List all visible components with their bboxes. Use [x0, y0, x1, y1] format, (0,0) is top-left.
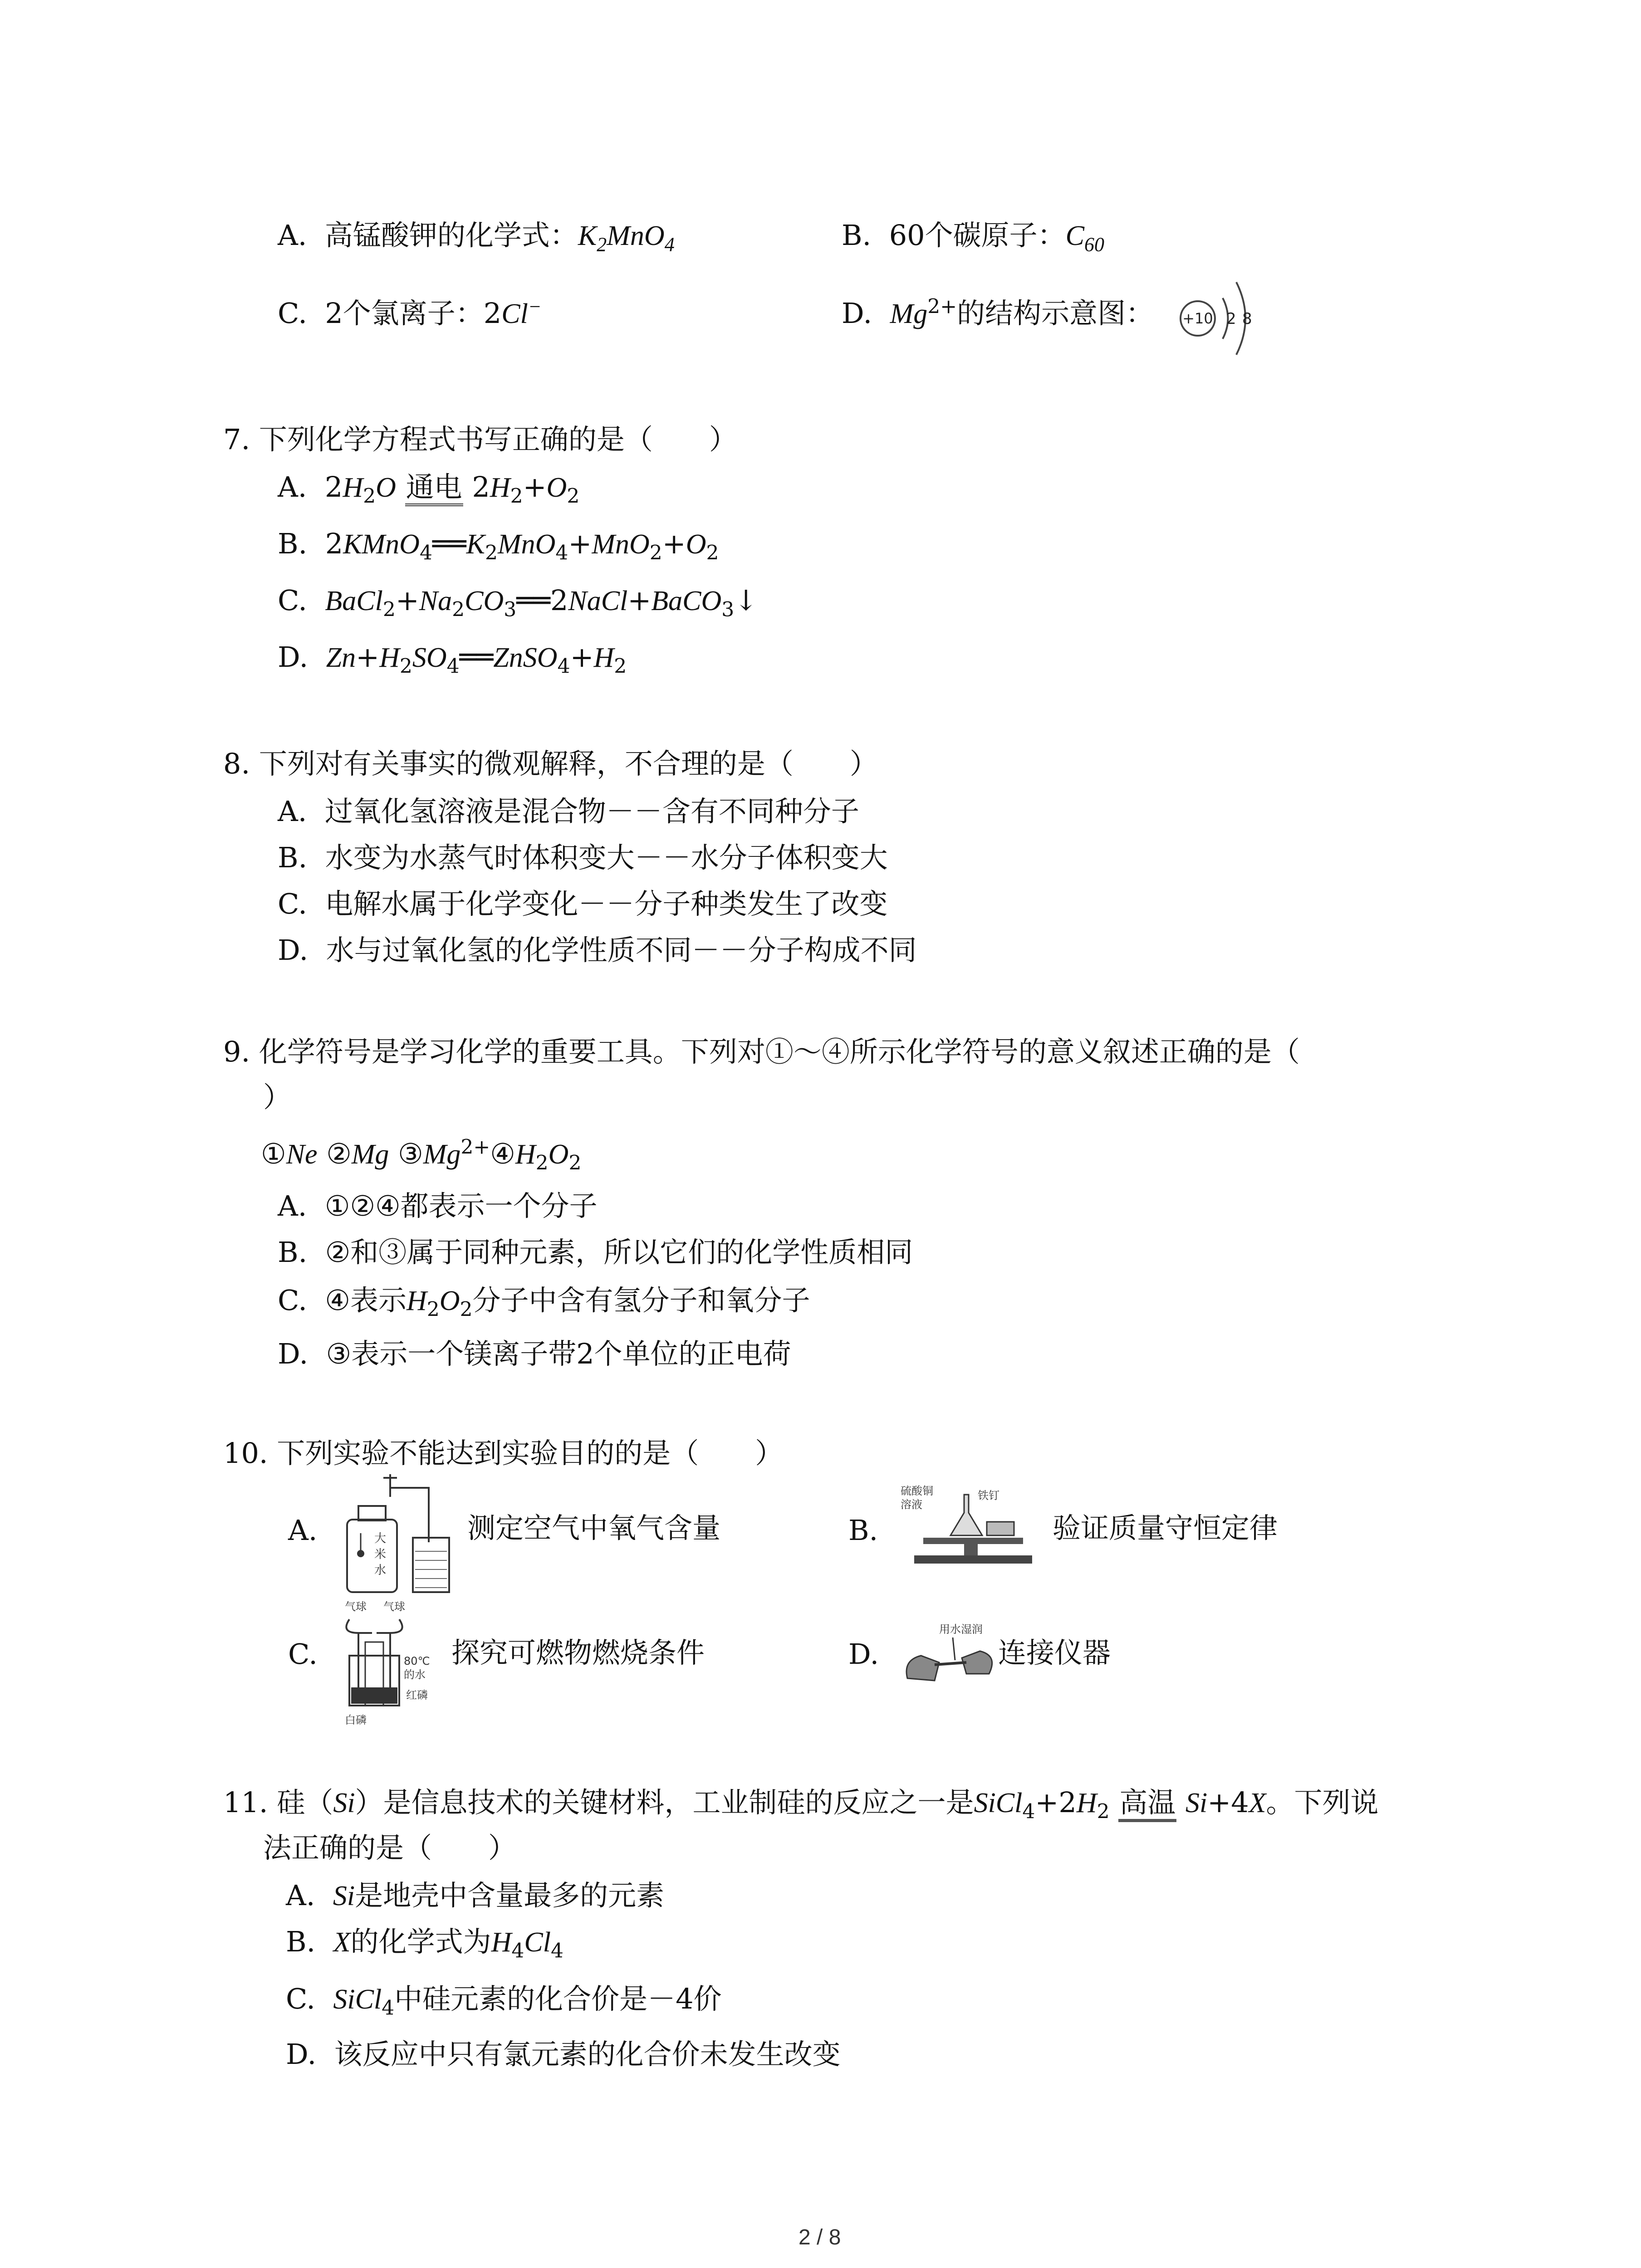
option-label: B.: [842, 219, 872, 252]
option-label: C.: [278, 297, 307, 330]
q9-stem: 9. 化学符号是学习化学的重要工具。下列对①～④所示化学符号的意义叙述正确的是（: [223, 1035, 1300, 1068]
q10-option-a-text: 测定空气中氧气含量: [467, 1511, 721, 1545]
q10-option-b-label: B.: [848, 1514, 878, 1547]
q9-option-b: B. ②和③属于同种元素，所以它们的化学性质相同: [278, 1236, 913, 1269]
q9-option-d: D. ③表示一个镁离子带2个单位的正电荷: [278, 1337, 791, 1370]
q11-stem-line2: 法正确的是（ ）: [263, 1831, 517, 1864]
svg-text:白磷: 白磷: [345, 1714, 367, 1726]
svg-text:的水: 的水: [404, 1668, 426, 1681]
q6-option-c: C. 2个氯离子：2Cl−: [278, 295, 542, 330]
q8-option-a: A. 过氧化氢溶液是混合物－－含有不同种分子: [278, 795, 859, 828]
q10-option-d-text: 连接仪器: [998, 1636, 1111, 1669]
q11-option-b: B. X的化学式为$H_4Cl_4$: [286, 1925, 563, 1963]
svg-text:水: 水: [374, 1564, 387, 1577]
q7-option-d: D. $Zn+H_2SO_4══ZnSO_4+H_2$: [278, 640, 627, 678]
q10-option-d-label: D.: [848, 1637, 879, 1671]
mass-conservation-balance-figure: [896, 1476, 1041, 1567]
q8-stem: 8. 下列对有关事实的微观解释，不合理的是（ ）: [223, 747, 878, 780]
q9-option-a: A. ①②④都表示一个分子: [278, 1189, 598, 1222]
svg-text:气球: 气球: [383, 1600, 405, 1613]
q9-symbols: ①Ne ②Mg $③Mg^{2+}④H_2O_2$: [261, 1135, 582, 1175]
q7-option-b: B. $2KMnO_4══K_2MnO_4+MnO_2+O_2$: [278, 527, 719, 565]
svg-text:2: 2: [1226, 310, 1236, 328]
q7-stem: 7. 下列化学方程式书写正确的是（ ）: [223, 423, 737, 456]
q8-option-c: C. 电解水属于化学变化－－分子种类发生了改变: [278, 887, 888, 920]
combustion-conditions-figure: [331, 1597, 458, 1728]
svg-text:大: 大: [374, 1532, 387, 1545]
page-number: 2 / 8: [798, 2225, 841, 2249]
q11-option-c: C. SiCl$_4$中硅元素的化合价是－4价: [286, 1982, 722, 2020]
reaction-condition: 高温: [1118, 1786, 1176, 1822]
q11-option-a: A. Si是地壳中含量最多的元素: [286, 1879, 665, 1912]
svg-text:8: 8: [1242, 310, 1252, 328]
q10-option-c-text: 探究可燃物燃烧条件: [451, 1636, 705, 1669]
svg-text:硫酸铜: 硫酸铜: [901, 1485, 933, 1497]
oxygen-measure-apparatus-figure: [333, 1470, 465, 1601]
svg-text:铁钉: 铁钉: [978, 1489, 999, 1502]
option-label: D.: [842, 297, 872, 330]
svg-text:气球: 气球: [345, 1600, 367, 1613]
q6-option-b: B. 60个碳原子：$C_{60}$: [842, 219, 1104, 256]
q7-option-c: C. $BaCl_2+Na_2CO_3══2NaCl+BaCO_3↓$: [278, 584, 758, 621]
option-label: A.: [278, 219, 307, 252]
connect-apparatus-figure: [898, 1619, 1003, 1692]
svg-text:红磷: 红磷: [406, 1689, 428, 1701]
q10-stem: 10. 下列实验不能达到实验目的的是（ ）: [223, 1437, 784, 1470]
svg-text:用水湿润: 用水湿润: [939, 1623, 983, 1636]
q6-option-a: A. 高锰酸钾的化学式：$K_2MnO_4$: [278, 219, 675, 256]
svg-text:米: 米: [374, 1548, 387, 1561]
q10-option-a-label: A.: [288, 1514, 318, 1547]
svg-text:+10: +10: [1182, 310, 1213, 327]
q11-stem: 11. 硅（Si）是信息技术的关键材料，工业制硅的反应之一是$SiCl_4+2H_2$ 高温 Si+4X。下列说: [223, 1786, 1379, 1823]
q6-option-d: D. $Mg^{2+}$的结构示意图：: [842, 295, 1154, 330]
q9-option-c: C. ④表示$H_2O_2$分子中含有氢分子和氧分子: [278, 1284, 810, 1321]
q7-option-a: A. $2H_2O$ 通电 $2H_2+O_2$: [278, 470, 580, 508]
q8-option-d: D. 水与过氧化氢的化学性质不同－－分子构成不同: [278, 934, 917, 967]
q11-option-d: D. 该反应中只有氯元素的化合价未发生改变: [286, 2038, 841, 2071]
q10-option-b-text: 验证质量守恒定律: [1053, 1511, 1278, 1545]
q10-option-c-label: C.: [288, 1637, 318, 1671]
q9-stem-close: ）: [263, 1080, 292, 1114]
svg-text:溶液: 溶液: [901, 1498, 922, 1511]
reaction-condition: 通电: [405, 470, 463, 506]
q8-option-b: B. 水变为水蒸气时体积变大－－水分子体积变大: [278, 841, 888, 874]
atom-structure-diagram: [1175, 269, 1261, 368]
svg-text:80℃: 80℃: [404, 1655, 430, 1667]
